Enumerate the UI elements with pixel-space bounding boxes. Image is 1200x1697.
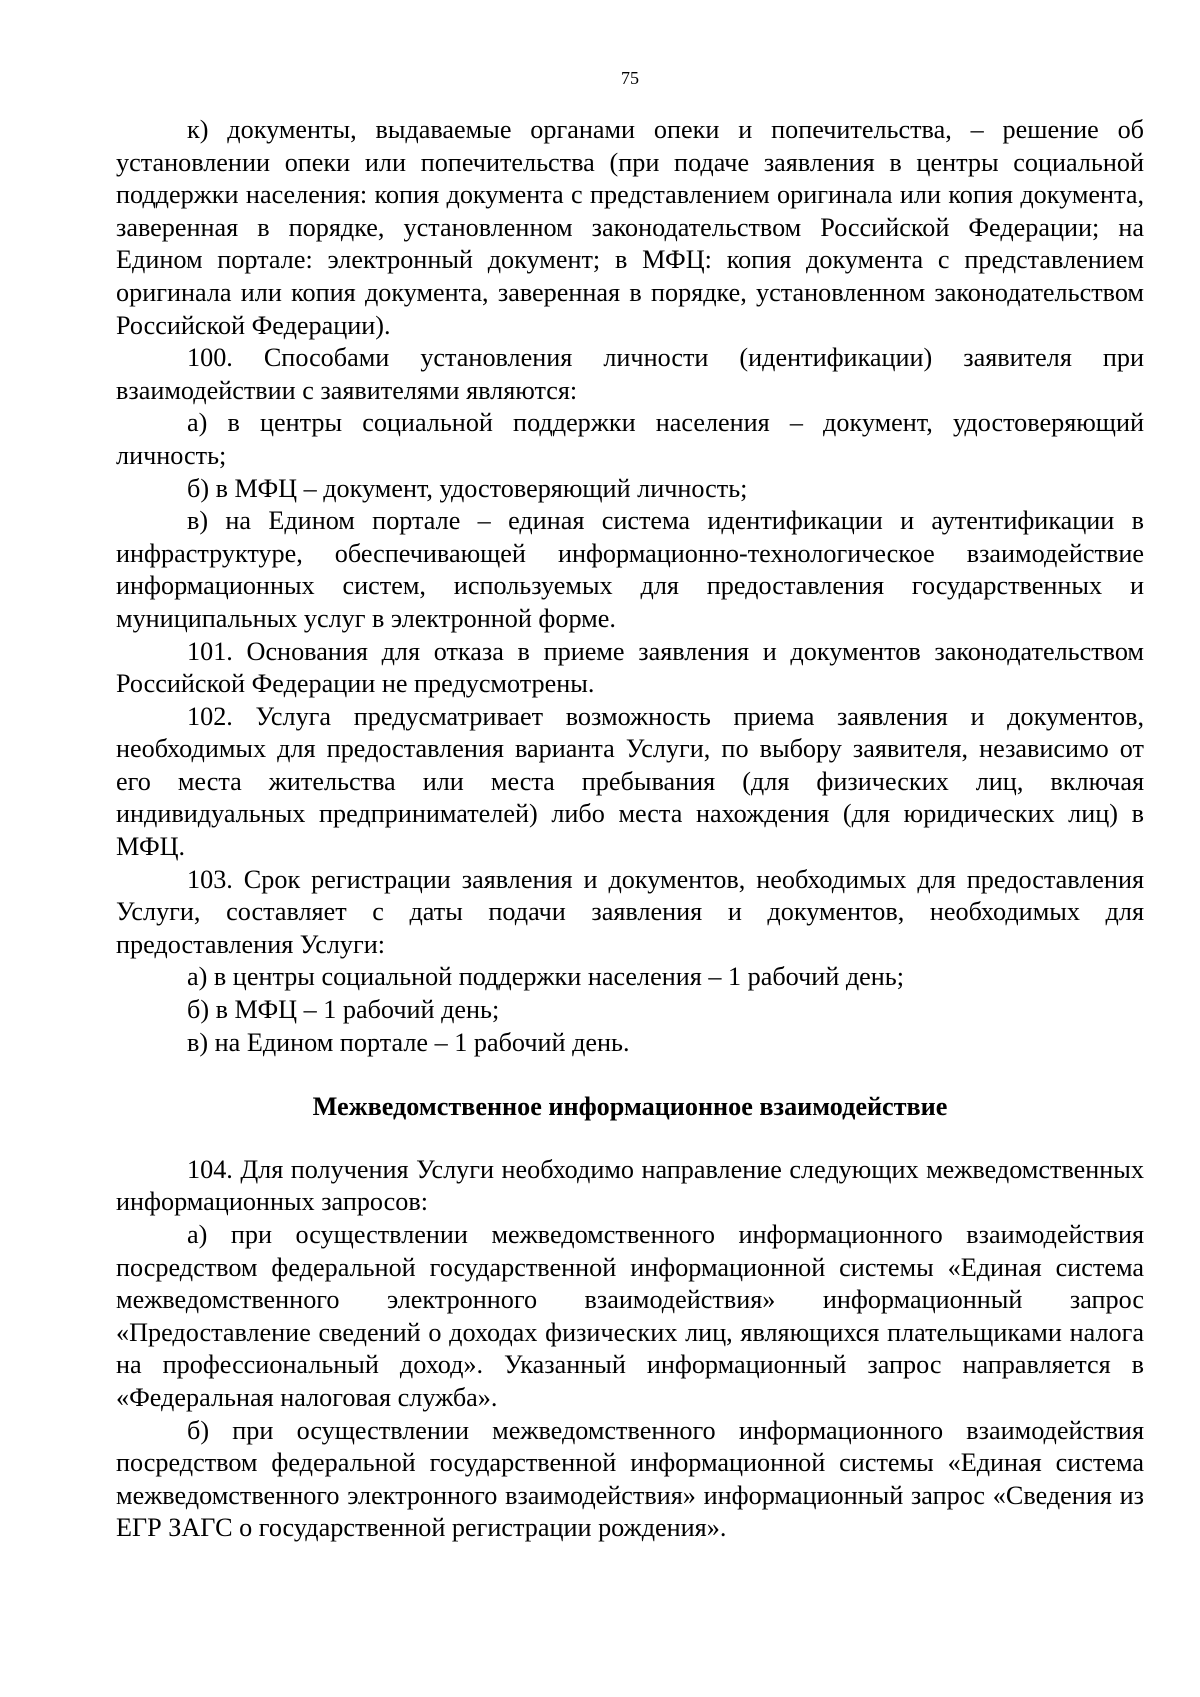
paragraph-103-registration-term: 103. Срок регистрации заявления и документов, необходимых для предоставления Услуги, составляет с даты подачи заявления и документов, необходимых для предоставления Услуги: bbox=[116, 864, 1144, 959]
page-number: 75 bbox=[621, 68, 639, 88]
paragraph-104-interagency-requests: 104. Для получения Услуги необходимо направление следующих межведомственных информационных запросов: bbox=[116, 1154, 1144, 1217]
paragraph-101-refusal-grounds: 101. Основания для отказа в приеме заявления и документов законодательством Российской Федерации не предусмотрены. bbox=[116, 636, 1144, 699]
paragraph-k-guardianship-documents: к) документы, выдаваемые органами опеки и попечительства, – решение об установлении опеки или попечительства (при подаче заявления в центры социальной поддержки населения: копия документа с представлением оригинала или копия документа, заверенная в порядке, установленном законодательством Российской Федерации; на Едином портале: электронный документ; в МФЦ: копия документа с представлением оригинала или копия документа, заверенная в порядке, установленном законодательством Российской Федерации). bbox=[116, 115, 1144, 340]
paragraph-100-identification-methods: 100. Способами установления личности (идентификации) заявителя при взаимодействии с заявителями являются: bbox=[116, 343, 1144, 405]
paragraph-103-a: а) в центры социальной поддержки населения – 1 рабочий день; bbox=[187, 962, 905, 992]
section-heading: Межведомственное информационное взаимодействие bbox=[312, 1092, 948, 1122]
paragraph-103-b: б) в МФЦ – 1 рабочий день; bbox=[187, 995, 500, 1025]
body-text-top bbox=[116, 114, 1144, 1059]
paragraph-103-v: в) на Едином портале – 1 рабочий день. bbox=[187, 1027, 630, 1057]
paragraph-100-b: б) в МФЦ – документ, удостоверяющий личность; bbox=[187, 473, 748, 503]
paragraph-104-b: б) при осуществлении межведомственного информационного взаимодействия посредством федеральной государственной информационной системы «Единая система межведомственного электронного взаимодействия» информационный запрос «Сведения из ЕГР ЗАГС о государственной регистрации рождения». bbox=[116, 1415, 1144, 1543]
paragraph-102-extraterritorial: 102. Услуга предусматривает возможность приема заявления и документов, необходимых для предоставления варианта Услуги, по выбору заявителя, независимо от его места жительства или места пребывания (для физических лиц, включая индивидуальных предпринимателей) либо места нахождения (для юридических лиц) в МФЦ. bbox=[116, 701, 1144, 862]
paragraph-100-a: а) в центры социальной поддержки населения – документ, удостоверяющий личность; bbox=[116, 408, 1144, 470]
body-text-bottom bbox=[116, 1154, 1144, 1545]
paragraph-104-a: а) при осуществлении межведомственного информационного взаимодействия посредством федеральной государственной информационной системы «Единая система межведомственного электронного взаимодействия» информационный запрос «Предоставление сведений о доходах физических лиц, являющихся плательщиками налога на профессиональный доход». Указанный информационный запрос направляется в «Федеральная налоговая служба». bbox=[116, 1220, 1144, 1412]
paragraph-100-v: в) на Едином портале – единая система идентификации и аутентификации в инфраструктуре, обеспечивающей информационно-технологическое взаимодействие информационных систем, используемых для предоставления государственных и муниципальных услуг в электронной форме. bbox=[116, 506, 1144, 633]
